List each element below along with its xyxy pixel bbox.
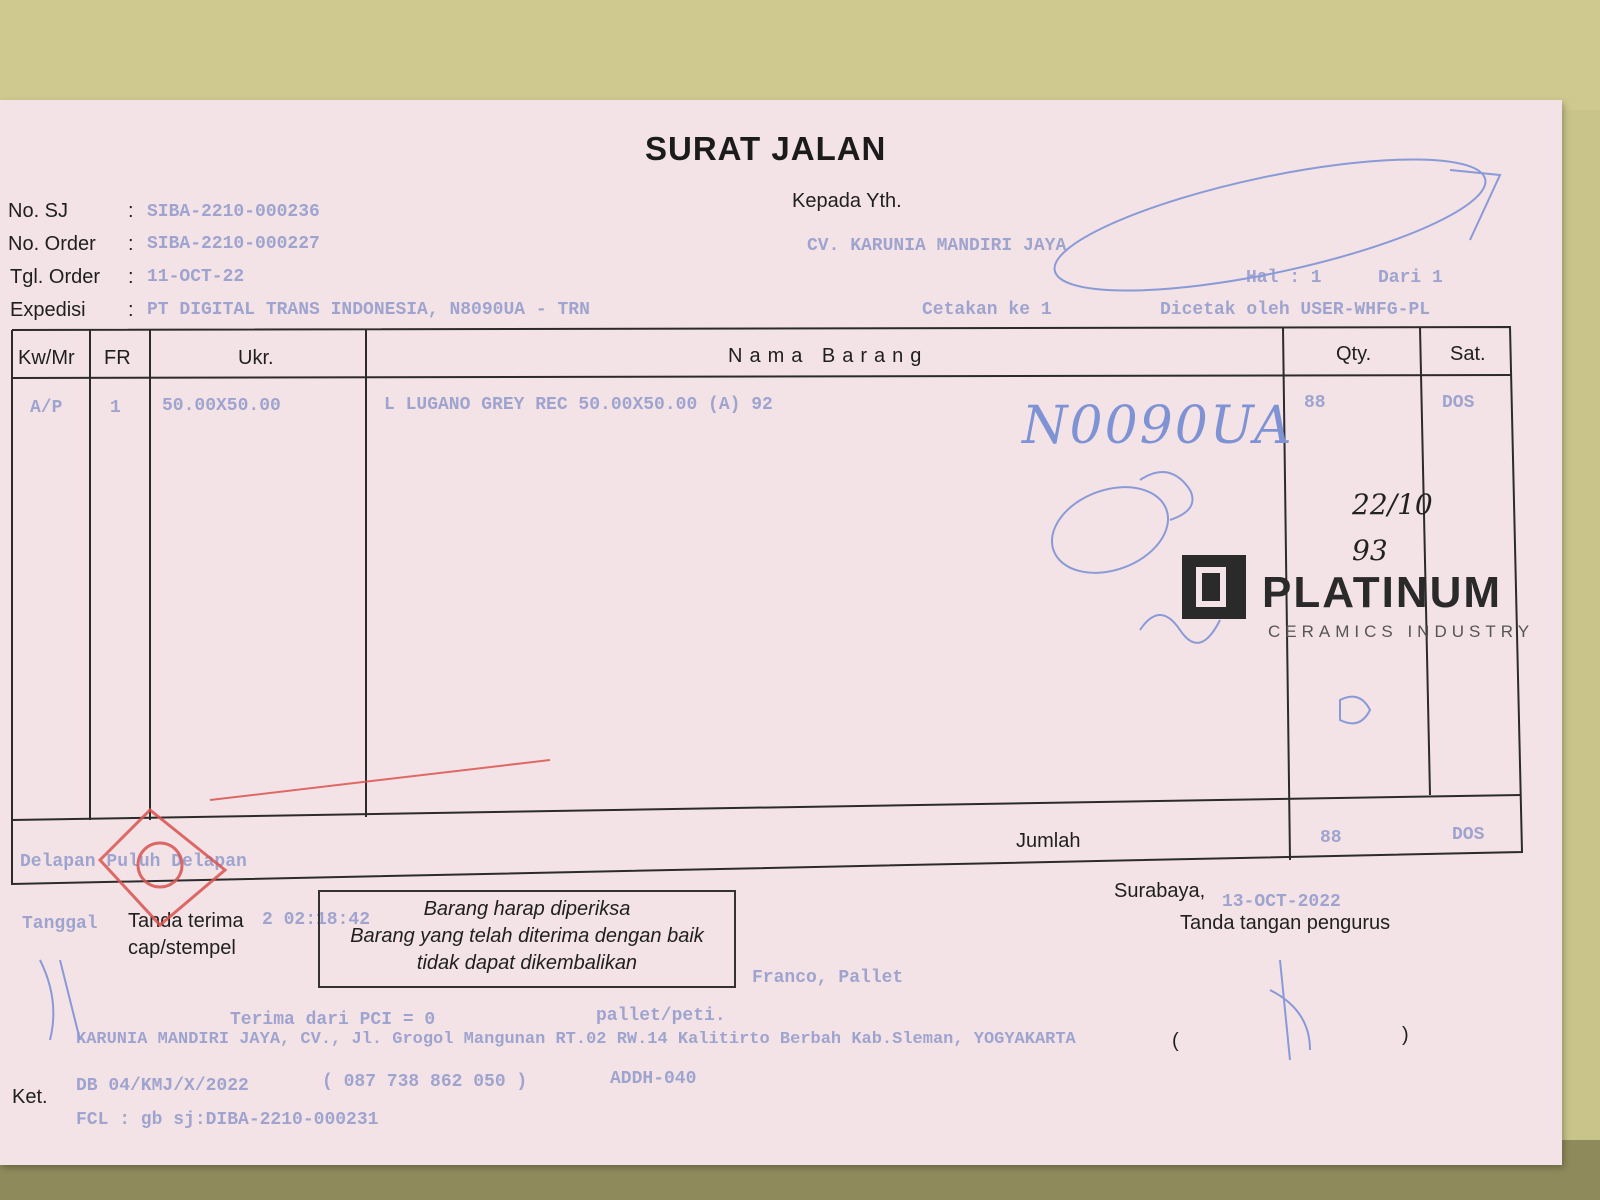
label-no-sj: No. SJ	[8, 200, 69, 222]
note-line-2: Barang yang telah diterima dengan baik	[350, 925, 704, 947]
ket-line-1: DB 04/KMJ/X/2022	[76, 1076, 249, 1096]
row-fr: 1	[110, 398, 121, 418]
sep-2: :	[128, 233, 134, 255]
terbilang-text: Delapan Puluh Delapan	[20, 852, 247, 872]
col-ukr: Ukr.	[238, 347, 274, 369]
paren-open: (	[1172, 1030, 1179, 1052]
col-qty: Qty.	[1336, 343, 1372, 365]
total-sat: DOS	[1452, 825, 1485, 845]
note-line-3: tidak dapat dikembalikan	[416, 952, 638, 974]
page-total: Dari 1	[1378, 268, 1443, 288]
ket-phone: ( 087 738 862 050 )	[322, 1072, 528, 1092]
row-sat: DOS	[1442, 393, 1475, 413]
note-line-1: Barang harap diperiksa	[423, 898, 631, 920]
total-label: Jumlah	[1016, 830, 1081, 852]
total-qty: 88	[1320, 828, 1342, 848]
sep-3: :	[128, 266, 134, 288]
sign-date: 13-OCT-2022	[1222, 892, 1341, 912]
page-number: Hal : 1	[1246, 268, 1322, 288]
city-label: Surabaya,	[1114, 880, 1206, 902]
terima-dari-text: Terima dari PCI = 0	[230, 1010, 436, 1030]
label-tgl-order: Tgl. Order	[10, 266, 101, 288]
printed-by: Dicetak oleh USER-WHFG-PL	[1160, 300, 1431, 320]
row-kwmr: A/P	[30, 398, 63, 418]
inspection-note-box	[318, 890, 736, 988]
sep-4: :	[128, 299, 134, 321]
ket-label: Ket.	[12, 1086, 48, 1108]
col-fr: FR	[104, 347, 131, 369]
print-count: Cetakan ke 1	[922, 300, 1052, 320]
handwritten-plate: N0090UA	[1022, 396, 1294, 456]
row-ukr: 50.00X50.00	[162, 396, 281, 416]
paren-close: )	[1402, 1024, 1409, 1046]
address-text: KARUNIA MANDIRI JAYA, CV., Jl. Grogol Mangunan RT.02 RW.14 Kalitirto Berbah Kab.Sleman, YOGYAKARTA	[76, 1030, 1076, 1049]
col-kwmr: Kw/Mr	[18, 347, 75, 369]
pallet-text: pallet/peti.	[596, 1006, 726, 1026]
platinum-logo-icon	[1180, 553, 1248, 621]
label-no-order: No. Order	[8, 233, 96, 255]
tgl-order-value: 11-OCT-22	[147, 267, 245, 287]
platinum-brand: PLATINUM	[1262, 568, 1503, 617]
row-nama: L LUGANO GREY REC 50.00X50.00 (A) 92	[384, 395, 773, 415]
handwritten-date: 22/10	[1352, 488, 1433, 521]
tanggal-label: Tanggal	[22, 914, 98, 934]
ket-code: ADDH-040	[610, 1069, 697, 1089]
kepada-label: Kepada Yth.	[792, 190, 902, 212]
document-title: SURAT JALAN	[645, 130, 887, 167]
row-qty: 88	[1304, 393, 1326, 413]
no-order-value: SIBA-2210-000227	[147, 234, 320, 254]
col-sat: Sat.	[1450, 343, 1486, 365]
tanda-terima-label: Tanda terima	[128, 910, 244, 932]
no-sj-value: SIBA-2210-000236	[147, 202, 320, 222]
handwritten-count: 93	[1352, 534, 1388, 567]
platinum-sub: CERAMICS INDUSTRY	[1268, 622, 1535, 641]
expedisi-value: PT DIGITAL TRANS INDONESIA, N8090UA - TRN	[147, 300, 590, 320]
cap-stempel-label: cap/stempel	[128, 937, 236, 959]
sep-1: :	[128, 200, 134, 222]
tanda-tangan-label: Tanda tangan pengurus	[1180, 912, 1391, 934]
ket-line-2: FCL : gb sj:DIBA-2210-000231	[76, 1110, 379, 1130]
recipient-name: CV. KARUNIA MANDIRI JAYA	[807, 236, 1067, 256]
tanggal-time: 2 02:18:42	[262, 910, 371, 930]
col-nama-barang: Nama Barang	[728, 345, 929, 367]
label-expedisi: Expedisi	[10, 299, 86, 321]
franco-text: Franco, Pallet	[752, 968, 904, 988]
